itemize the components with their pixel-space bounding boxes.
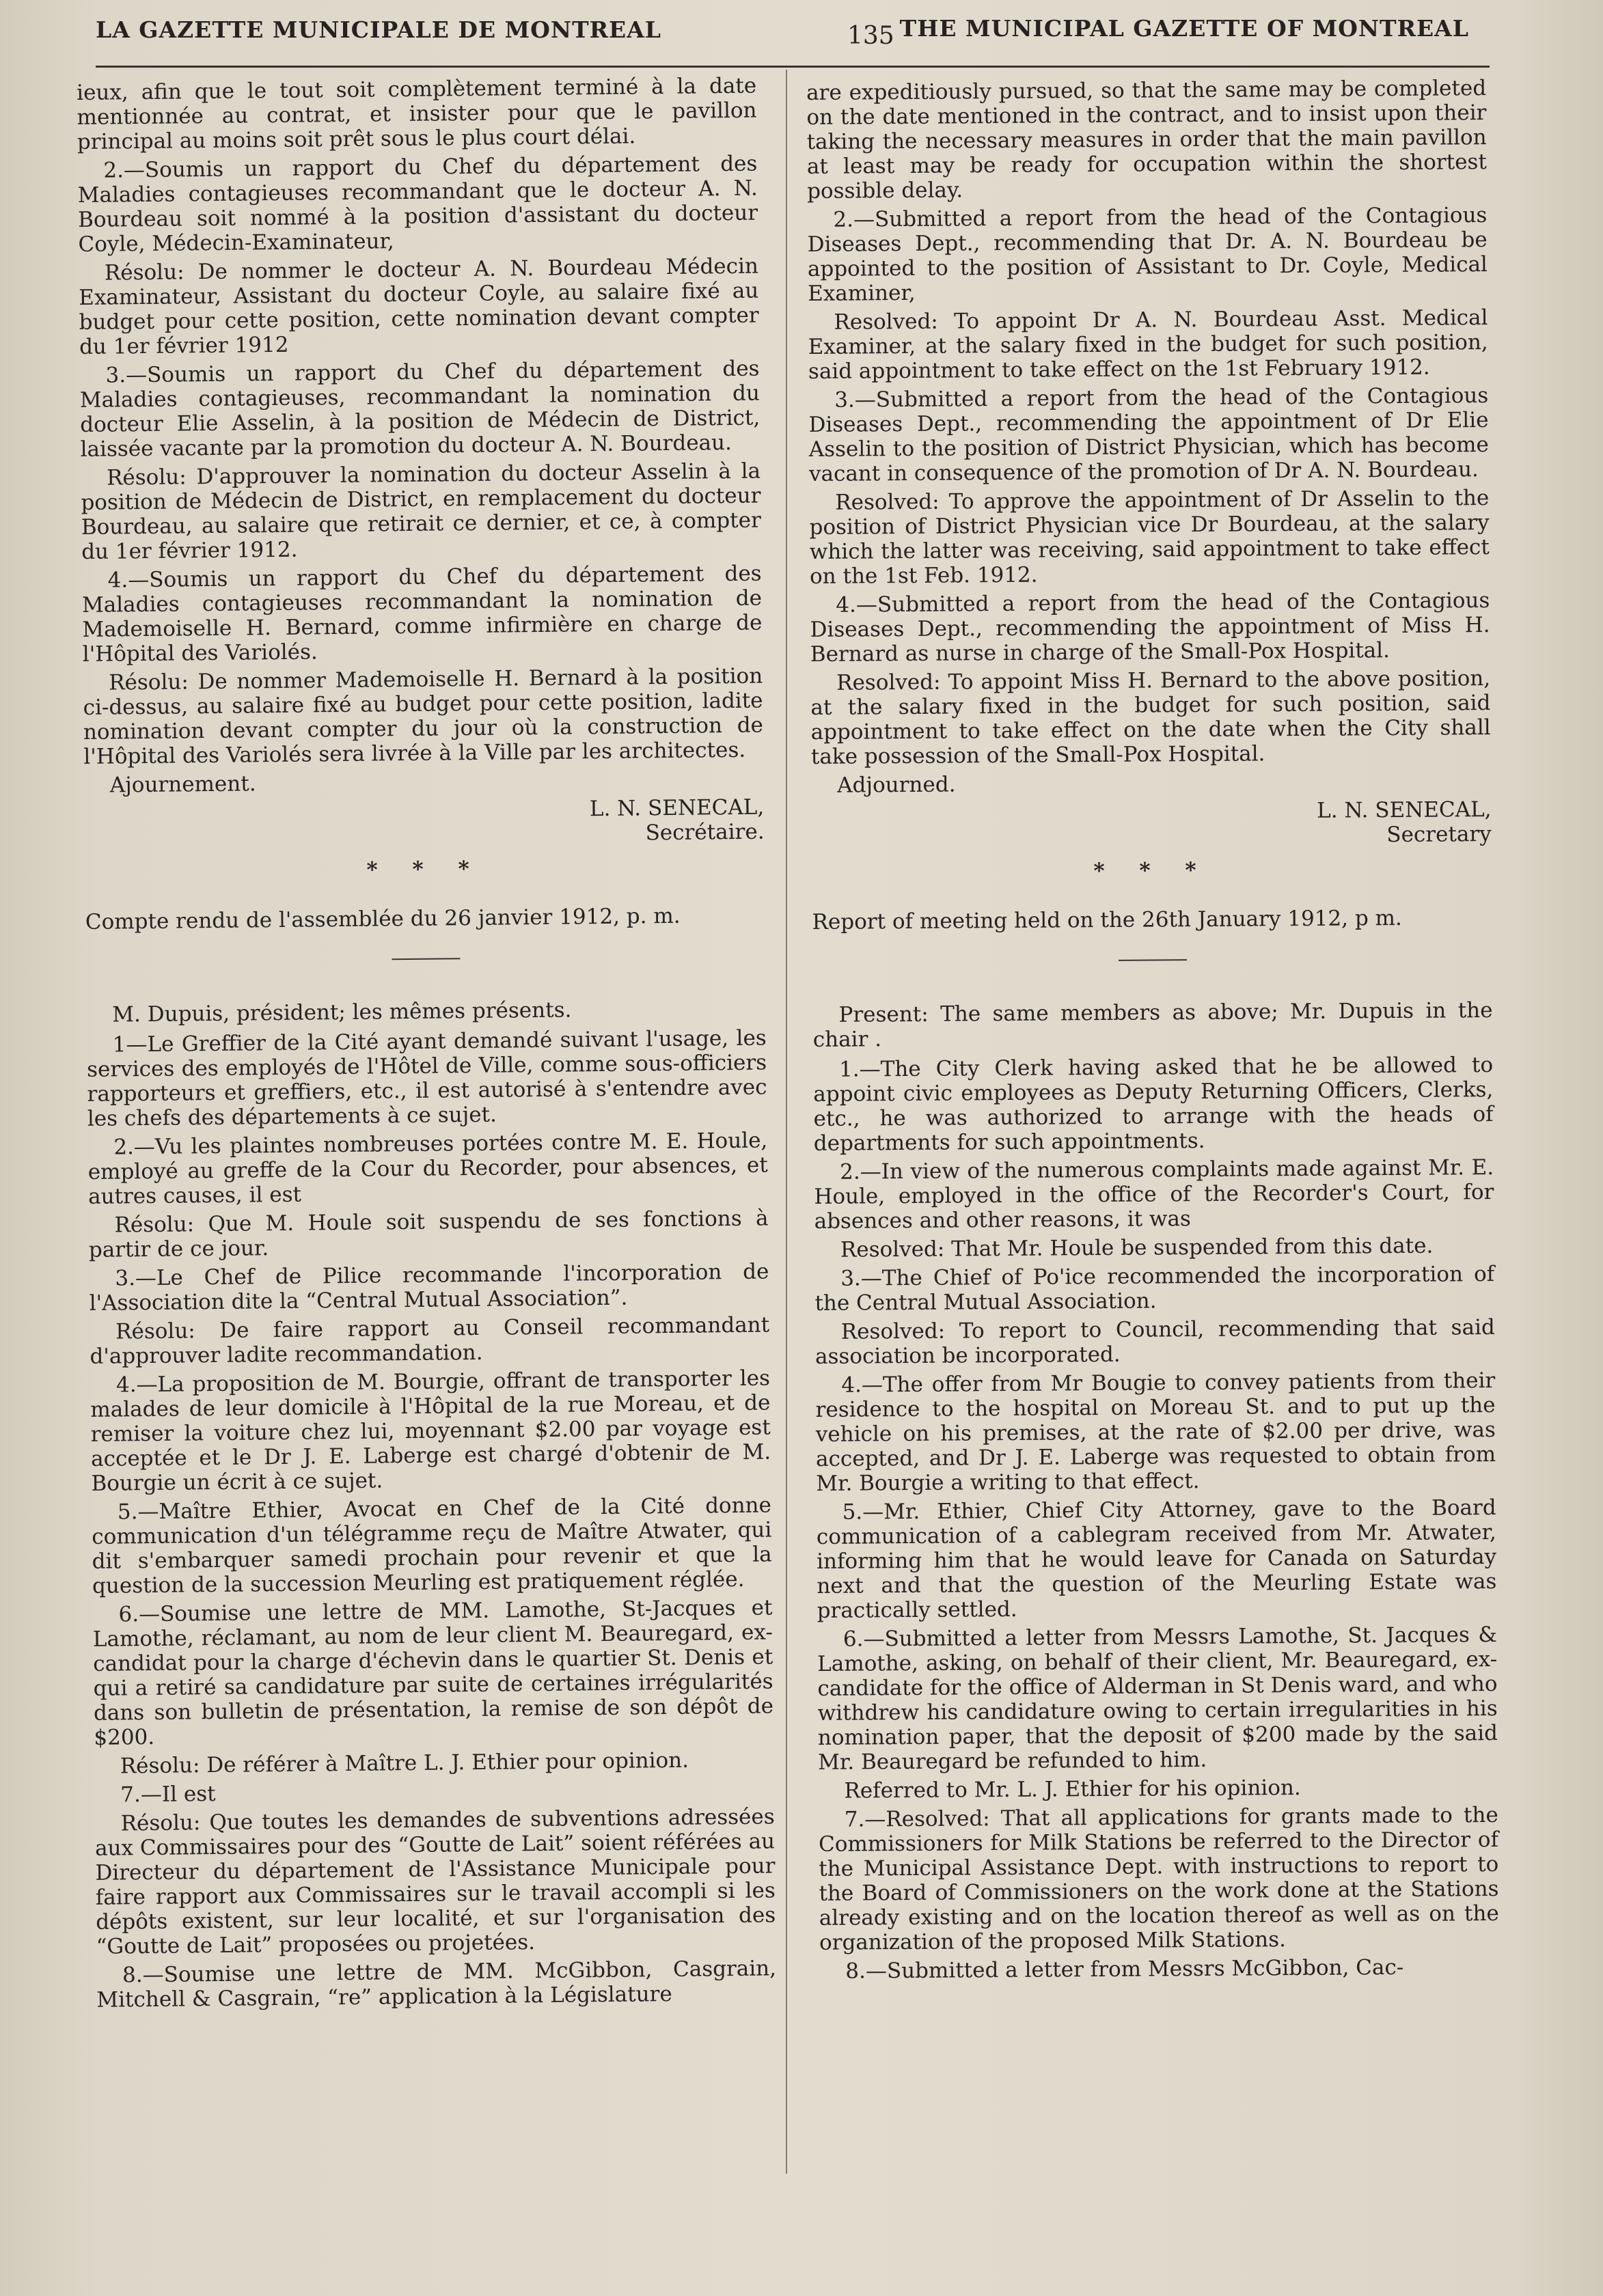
english-report-heading: Report of meeting held on the 26th January 1912, p m.	[812, 905, 1402, 935]
page-header	[96, 10, 1469, 55]
header-english-title: THE MUNICIPAL GAZETTE OF MONTREAL	[899, 15, 1469, 42]
french-column	[77, 74, 777, 2017]
french-paragraph: Résolu: De nommer Mademoiselle H. Bernard à la position ci-dessus, au salaire fixé au budget pour cette position, ladite nomination devant compter du jour où la construction de l'Hôpital des Variolés sera livrée à la Ville par les architectes.	[83, 663, 764, 769]
french-paragraph: 4.—La proposition de M. Bourgie, offrant de transporter les malades de leur domicile à l'Hôpital de la rue Moreau, et de remiser la voiture chez lui, moyennant $2.00 par voyage est acceptée et le Dr J. E. Laberge est chargé d'obtenir de M. Bourgie un écrit à ce sujet.	[90, 1366, 771, 1496]
english-column	[806, 76, 1499, 1988]
french-short-rule	[392, 958, 460, 960]
header-rule	[96, 66, 1490, 68]
english-section-separator: * * *	[1093, 857, 1210, 884]
english-paragraph: 4.—Submitted a report from the head of the Contagious Diseases Dept., recommending the appointment of Miss H. Bernard as nurse in charge of the Small-Pox Hospital.	[810, 588, 1490, 667]
french-paragraph: 5.—Maître Ethier, Avocat en Chef de la Cité donne communication d'un télégramme reçu de Maître Atwater, qui dit s'embarquer samedi prochain pour revenir et que la question de la succession Meurling est pratiquement réglée.	[92, 1493, 772, 1599]
french-paragraph: Résolu: Que toutes les demandes de subventions adressées aux Commissaires pour des “Goutte de Lait” soient référées au Directeur du département de l'Assistance Municipale pour faire rapport aux Commissaires sur le travail accompli si les dépôts existent, sur leur localité, et sur l'organisation des “Goutte de Lait” proposées ou projetées.	[94, 1804, 776, 1959]
french-paragraph: 2.—Vu les plaintes nombreuses portées contre M. E. Houle, employé au greffe de la Cour du Recorder, pour absences, et autres causes, il est	[87, 1128, 768, 1209]
english-paragraph: Resolved: That Mr. Houle be suspended from this date.	[840, 1233, 1434, 1262]
french-paragraph: Résolu: Que M. Houle soit suspendu de ses fonctions à partir de ce jour.	[88, 1206, 769, 1262]
english-adjourned: Adjourned.	[837, 772, 956, 798]
french-paragraph: Résolu: De faire rapport au Conseil recommandant d'approuver ladite recommandation.	[90, 1312, 770, 1369]
french-paragraph: 4.—Soumis un rapport du Chef du département des Maladies contagieuses recommandant la nomination de Mademoiselle H. Bernard, comme infirmière en charge de l'Hôpital des Variolés.	[81, 561, 763, 667]
english-paragraph: 4.—The offer from Mr Bougie to convey patients from their residence to the hospital on Moreau St. and to put up the vehicle on his premises, at the rate of $2.00 per drive, was accepted, and Dr J. E. Laberge was requested to obtain from Mr. Bourgie a writing to that effect.	[815, 1368, 1496, 1496]
french-paragraph: 3.—Soumis un rapport du Chef du département des Maladies contagieuses, recommandant la nomination du docteur Elie Asselin, à la position de Médecin de District, laissée vacante par la promotion du docteur A. N. Bourdeau.	[79, 356, 761, 462]
french-section-separator: * * *	[366, 856, 483, 883]
french-signature: L. N. SENECAL,	[589, 794, 765, 822]
english-intro: are expeditiously pursued, so that the same may be completed on the date mentioned in the contract, and to insist upon their taking the necessary measures in order that the main pavillon at least may be ready for occupation within the shortest possible delay.	[806, 76, 1487, 204]
french-paragraph: Résolu: De nommer le docteur A. N. Bourdeau Médecin Examinateur, Assistant du docteur Coyle, au salaire fixé au budget pour cette position, cette nomination devant compter du 1er février 1912	[79, 253, 759, 359]
english-paragraph: 6.—Submitted a letter from Messrs Lamothe, St. Jacques & Lamothe, asking, on behalf of their client, Mr. Beauregard, ex-candidate for the office of Alderman in St Denis ward, and who withdrew his candidature owing to certain irregularities in his nomination paper, that the deposit of $200 made by the said Mr. Beauregard be refunded to him.	[817, 1622, 1498, 1775]
french-paragraph: Résolu: De référer à Maître L. J. Ethier pour opinion.	[120, 1747, 689, 1779]
english-paragraph: 7.—Resolved: That all applications for grants made to the Commissioners for Milk Stations be referred to the Director of the Municipal Assistance Dept. with instructions to report to the Board of Commissioners on the work done at the Stations already existing and on the location thereof as well as on the organization of the proposed Milk Stations.	[818, 1802, 1499, 1955]
french-report-heading: Compte rendu de l'assemblée du 26 janvier 1912, p. m.	[85, 903, 681, 935]
french-paragraph: 7.—Il est	[120, 1782, 216, 1808]
english-short-rule	[1118, 959, 1186, 961]
english-signature-title: Secretary	[1386, 822, 1492, 848]
english-paragraph: Referred to Mr. L. J. Ethier for his opinion.	[844, 1775, 1301, 1803]
english-paragraph: 3.—Submitted a report from the head of the Contagious Diseases Dept., recommending the appointment of Dr Elie Asselin to the position of District Physician, which has become vacant in consequence of the promotion of Dr A. N. Bourdeau.	[808, 383, 1489, 486]
english-paragraph: Resolved: To appoint Miss H. Bernard to the above position, at the salary fixed in the budget for such position, said appointment to take effect on the date when the City shall take possession of the Small-Pox Hospital.	[810, 666, 1491, 769]
french-signature-title: Secrétaire.	[645, 819, 765, 846]
english-paragraph: 1.—The City Clerk having asked that he be allowed to appoint civic employees as Deputy Returning Officers, Clerks, etc., he was authorized to arrange with the heads of departments for such appointments.	[813, 1053, 1494, 1156]
french-paragraph: 1—Le Greffier de la Cité ayant demandé suivant l'usage, les services des employés de l'Hôtel de Ville, comme sous-officiers rapporteurs et greffiers, etc., il est autorisé à s'entendre avec les chefs des départements à ce sujet.	[86, 1025, 767, 1131]
column-divider	[786, 70, 787, 2174]
french-paragraph: 8.—Soumise une lettre de MM. McGibbon, Casgrain, Mitchell & Casgrain, “re” application à la Législature	[96, 1956, 777, 2013]
french-paragraph: Résolu: D'approuver la nomination du docteur Asselin à la position de Médecin de District, en remplacement du docteur Bourdeau, au salaire que retirait ce dernier, et ce, à compter du 1er février 1912.	[81, 458, 761, 564]
english-paragraph: Resolved: To approve the appointment of Dr Asselin to the position of District Physician vice Dr Bourdeau, at the salary which the latter was receiving, said appointment to take effect on the 1st Feb. 1912.	[809, 486, 1490, 589]
page-number: 135	[847, 22, 894, 50]
french-paragraph: 2.—Soumis un rapport du Chef du département des Maladies contagieuses recommandant que le docteur A. N. Bourdeau soit nommé à la position d'assistant du docteur Coyle, Médecin-Examinateur,	[77, 151, 758, 257]
english-paragraph: 8.—Submitted a letter from Messrs McGibbon, Cac-	[845, 1954, 1404, 1984]
english-paragraph: 3.—The Chief of Po'ice recommended the incorporation of the Central Mutual Association.	[814, 1262, 1495, 1316]
french-paragraph: 6.—Soumise une lettre de MM. Lamothe, St-Jacques et Lamothe, réclamant, au nom de leur client M. Beauregard, ex-candidat pour la charge d'échevin dans le quartier St. Denis et qui a retiré sa candidature par suite de certaines irrégularités dans son bulletin de présentation, la remise de son dépôt de $200.	[92, 1595, 774, 1750]
english-paragraph: 2.—Submitted a report from the head of the Contagious Diseases Dept., recommending that Dr. A. N. Bourdeau be appointed to the position of Assistant to Dr. Coyle, Medical Examiner,	[807, 203, 1488, 306]
french-adjourned: Ajournement.	[109, 771, 256, 798]
english-paragraph: 5.—Mr. Ethier, Chief City Attorney, gave to the Board communication of a cablegram received from Mr. Atwater, informing him that he would leave for Canada on Saturday next and that the question of the Meurling Estate was practically settled.	[816, 1495, 1497, 1623]
english-paragraph: 2.—In view of the numerous complaints made against Mr. E. Houle, employed in the office of the Recorder's Court, for absences and other reasons, it was	[814, 1155, 1494, 1234]
header-french-title: LA GAZETTE MUNICIPALE DE MONTREAL	[96, 16, 662, 43]
english-paragraph: Resolved: To report to Council, recommending that said association be incorporated.	[814, 1315, 1495, 1369]
english-paragraph: Resolved: To appoint Dr A. N. Bourdeau Asst. Medical Examiner, at the salary fixed in the budget for such position, said appointment to take effect on the 1st February 1912.	[808, 305, 1488, 384]
english-presence: Present: The same members as above; Mr. Dupuis in the chair .	[812, 998, 1493, 1052]
french-presence: M. Dupuis, président; les mêmes présents.	[112, 997, 572, 1027]
english-signature: L. N. SENECAL,	[1317, 797, 1492, 823]
french-paragraph: 3.—Le Chef de Pilice recommande l'incorporation de l'Association dite la “Central Mutual Association”.	[89, 1259, 769, 1316]
french-intro: ieux, afin que le tout soit complètement terminé à la date mentionnée au contrat, et insister pour que le pavillon principal au moins soit prêt sous le plus court délai.	[77, 73, 757, 154]
